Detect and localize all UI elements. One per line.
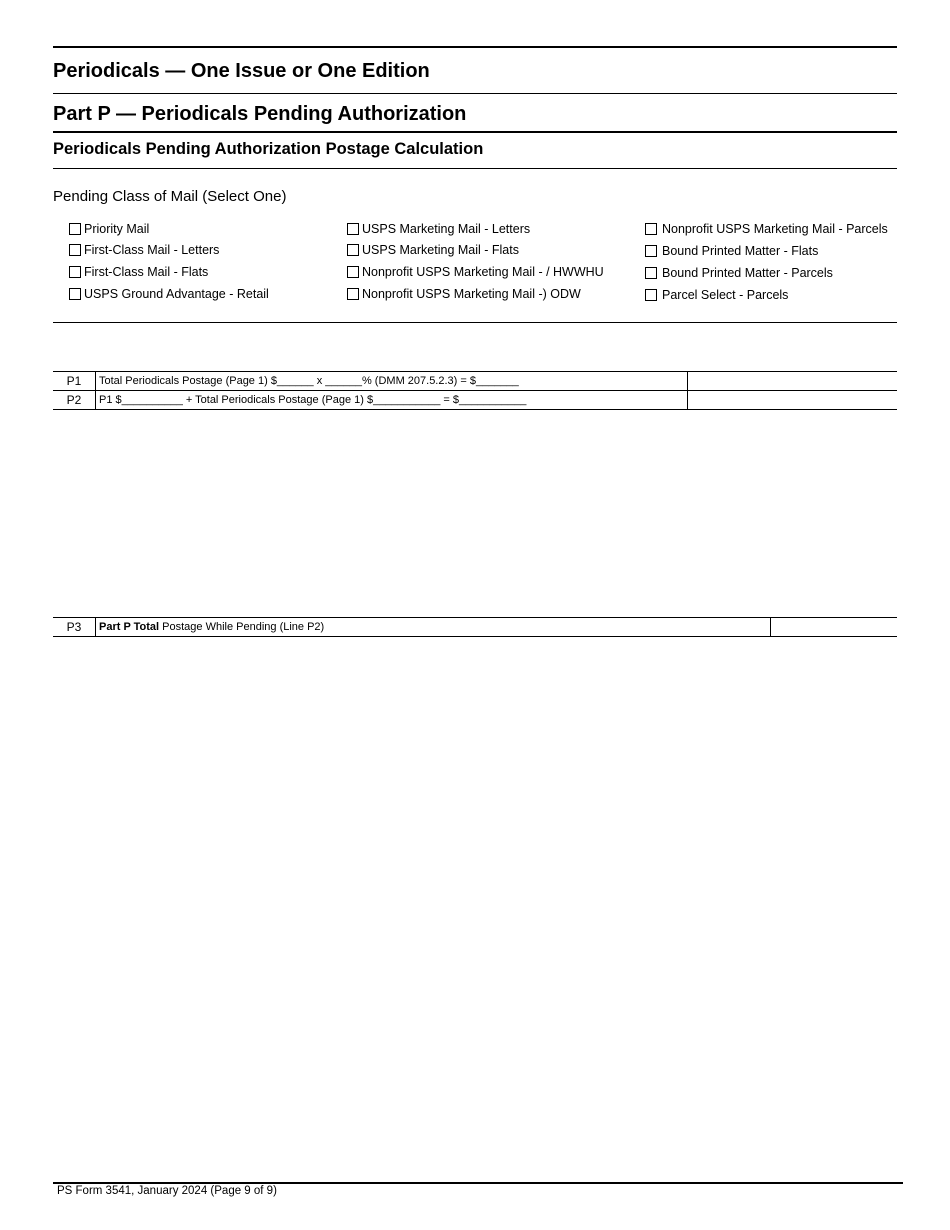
part-title: Part P — Periodicals Pending Authorization bbox=[53, 103, 467, 125]
checkbox[interactable] bbox=[69, 244, 81, 256]
option-marketing-letters[interactable] bbox=[347, 221, 530, 237]
amount-field-p2[interactable] bbox=[688, 391, 898, 410]
top-rule bbox=[53, 46, 897, 48]
option-nonprofit-marketing-letters[interactable] bbox=[347, 264, 604, 280]
divider bbox=[53, 322, 897, 323]
option-label: Nonprofit USPS Marketing Mail - Parcels bbox=[662, 222, 888, 236]
total-label-rest: Postage While Pending (Line P2) bbox=[159, 621, 325, 633]
option-label: Nonprofit USPS Marketing Mail - / HWWHU bbox=[362, 265, 604, 279]
checkbox[interactable] bbox=[645, 267, 657, 279]
option-bpm-flats[interactable] bbox=[645, 243, 818, 259]
line-code: P2 bbox=[53, 391, 96, 410]
section-title: Periodicals — One Issue or One Edition bbox=[53, 60, 430, 82]
line-code: P3 bbox=[53, 618, 96, 637]
option-parcel-select-parcels[interactable] bbox=[645, 287, 788, 303]
divider bbox=[53, 168, 897, 169]
line-description: Total Periodicals Postage (Page 1) $______ x ______% (DMM 207.5.2.3) = $_______ bbox=[96, 372, 688, 391]
checkbox[interactable] bbox=[347, 288, 359, 300]
option-label: USPS Marketing Mail - Flats bbox=[362, 243, 519, 257]
checkbox[interactable] bbox=[69, 266, 81, 278]
option-first-class-flats[interactable] bbox=[69, 264, 208, 280]
line-code: P1 bbox=[53, 372, 96, 391]
checkbox[interactable] bbox=[645, 223, 657, 235]
option-label: First-Class Mail - Flats bbox=[84, 265, 209, 279]
option-label: USPS Marketing Mail - Letters bbox=[362, 222, 531, 236]
checkbox[interactable] bbox=[645, 245, 657, 257]
option-label: Bound Printed Matter - Flats bbox=[662, 244, 819, 258]
amount-field-p1[interactable] bbox=[688, 372, 898, 391]
option-bpm-parcels[interactable] bbox=[645, 265, 833, 281]
pending-class-label: Pending Class of Mail (Select One) bbox=[53, 188, 287, 205]
divider bbox=[53, 93, 897, 94]
checkbox[interactable] bbox=[645, 289, 657, 301]
amount-field-p3[interactable] bbox=[771, 618, 898, 637]
table-row bbox=[53, 391, 897, 410]
checkbox[interactable] bbox=[347, 244, 359, 256]
option-first-class-letters[interactable] bbox=[69, 242, 219, 258]
footer-rule bbox=[53, 1182, 903, 1184]
option-label: Nonprofit USPS Marketing Mail -) ODW bbox=[362, 287, 581, 301]
divider bbox=[53, 131, 897, 133]
checkbox[interactable] bbox=[347, 266, 359, 278]
option-priority-mail[interactable] bbox=[69, 221, 149, 237]
total-table bbox=[53, 617, 897, 637]
option-nonprofit-marketing-flats[interactable] bbox=[347, 286, 581, 302]
line-description bbox=[96, 618, 771, 637]
option-ground-advantage-retail[interactable] bbox=[69, 286, 269, 302]
form-footer: PS Form 3541, January 2024 (Page 9 of 9) bbox=[57, 1185, 277, 1197]
line-description: P1 $__________ + Total Periodicals Postage (Page 1) $___________ = $___________ bbox=[96, 391, 688, 410]
calculation-table bbox=[53, 371, 897, 410]
checkbox[interactable] bbox=[347, 223, 359, 235]
table-row bbox=[53, 372, 897, 391]
total-label-bold: Part P Total bbox=[99, 621, 160, 633]
option-label: USPS Ground Advantage - Retail bbox=[84, 287, 269, 301]
checkbox[interactable] bbox=[69, 288, 81, 300]
checkbox[interactable] bbox=[69, 223, 81, 235]
option-nonprofit-marketing-parcels[interactable] bbox=[645, 221, 888, 237]
option-label: Priority Mail bbox=[84, 222, 150, 236]
option-label: Parcel Select - Parcels bbox=[662, 288, 789, 302]
option-label: First-Class Mail - Letters bbox=[84, 243, 220, 257]
option-label: Bound Printed Matter - Parcels bbox=[662, 266, 833, 280]
option-marketing-flats[interactable] bbox=[347, 242, 519, 258]
table-row bbox=[53, 618, 897, 637]
subsection-title: Periodicals Pending Authorization Postage Calculation bbox=[53, 140, 484, 158]
